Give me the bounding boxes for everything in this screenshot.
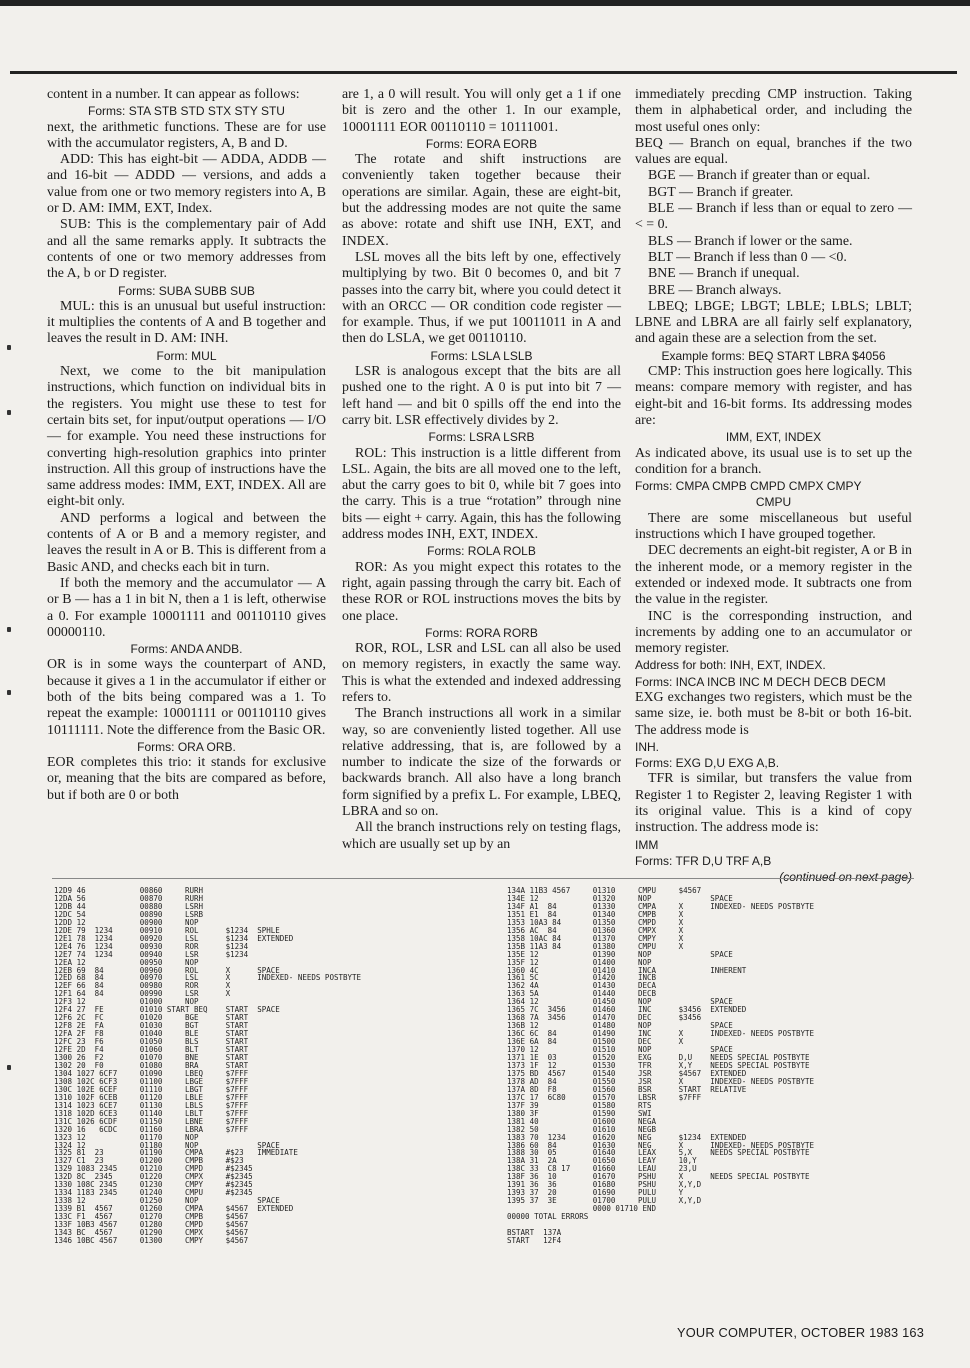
listing-line: 137A 8D F8 01560 BSR START RELATIVE [507, 1084, 747, 1094]
forms-line: Form: MUL [156, 348, 217, 363]
listing-line: 1381 40 01600 NEGA [507, 1116, 657, 1126]
forms-line: Forms: RORA RORB [425, 625, 538, 640]
paragraph: BLT — Branch if less than 0 — <0. [648, 249, 847, 265]
forms-line: Forms: ANDA ANDB. [130, 642, 243, 657]
article-column-3 [635, 87, 912, 886]
paragraph: ADD: This has eight-bit — ADDA, ADDB — and 16-bit — ADDD — versions, and adds a value from one or two memory registers into A, B or D. AM: IMM, EXT, Index. [47, 152, 326, 217]
listing-line: 1378 AD 84 01550 JSR X INDEXED- NEEDS POSTBYTE [507, 1076, 815, 1086]
forms-line: Forms: LSLA LSLB [430, 348, 533, 363]
listing-line: 12EF 66 84 00980 ROR X [54, 981, 231, 991]
listing-line: START 12F4 [507, 1235, 562, 1245]
listing-left-column [54, 887, 361, 1245]
binding-mark [7, 345, 11, 350]
listing-line: 00000 TOTAL ERRORS [507, 1212, 589, 1222]
forms-line: Forms: EORA EORB [425, 136, 538, 151]
listing-line: 12FA 2F F8 01040 BLE START [54, 1029, 249, 1039]
listing-line: 1375 BD 4567 01540 JSR $4567 EXTENDED [507, 1068, 747, 1078]
listing-line: 135E 12 01390 NOP SPACE [507, 949, 733, 959]
forms-line: Forms: TFR D,U TRF A,B [635, 853, 772, 868]
paragraph: All the branch instructions rely on testing flags, which are usually set up by an [342, 820, 621, 852]
paragraph: INC is the corresponding instruction, and increments by adding one to an accumulator or memory register. [635, 608, 912, 657]
paragraph: ROR, ROL, LSR and LSL can all also be used on memory registers, in exactly the same way. This is what the extended and indexed addressing refers to. [342, 641, 621, 705]
forms-line: Example forms: BEQ START LBRA $4056 [661, 348, 886, 363]
forms-line: IMM [635, 837, 659, 852]
top-border [0, 0, 970, 6]
paragraph: content in a number. It can appear as follows: [47, 87, 300, 102]
listing-line: 1338 12 01250 NOP SPACE [54, 1196, 280, 1206]
paragraph: LSL moves all the bits left by one, effectively multiplying by two. Bit 0 becomes 0, and bit 7 passes into the carry bit, where you could detect it with an ORCC — OR condition code register — for example. Thus, if we put 10011011 in A and then do LSLA, we get 00110110. [342, 249, 621, 347]
listing-line: 133C F1 4567 01270 CMPB $4567 [54, 1212, 249, 1222]
binding-mark [7, 627, 11, 632]
listing-line: 1334 1183 2345 01240 CMPU #$2345 [54, 1188, 253, 1198]
listing-line: 1386 60 84 01630 NEG X INDEXED- NEEDS POSTBYTE [507, 1140, 815, 1150]
paragraph: ROL: This instruction is a little different from LSL. Again, the bits are all moved one to the left, abut the carry goes to bit 0, while bit 7 goes into the carry. This is a true “rotation” through nine bits — eight + carry. Again, this has the following address modes INH, EXT, INDEX. [342, 445, 621, 543]
listing-line: 1361 5C 01420 INCB [507, 973, 657, 983]
listing-line: 12F8 2E FA 01030 BGT START [54, 1021, 249, 1031]
listing-line: 12F6 2C FC 01020 BGE START [54, 1013, 249, 1023]
binding-mark [7, 1065, 11, 1070]
paragraph: DEC decrements an eight-bit register, A or B in the inherent mode, or a memory register in the extended or indexed mode. It subtracts one from the value in the register. [635, 543, 912, 608]
paragraph: OR is in some ways the counterpart of AND, because it gives a 1 in the accumulator if either or both of the bits being compared was a 1. To repeat the example: 10001111 or 00110110 gives 10111111. Note the difference from the Basic OR. [47, 657, 326, 738]
paragraph: LSR is analogous except that the bits are all pushed one to the right. A 0 is put into bit 7 — left hand — and bit 0 spills off the end into the carry bit. LSR effectively divides by 2. [342, 364, 621, 428]
paragraph: SUB: This is the complementary pair of Add and all the same remarks apply. It subtracts the contents of one or two memory addresses from the A, b or D register. [47, 217, 326, 282]
listing-line: 12DB 44 00880 LSRH [54, 901, 204, 911]
paragraph: The Branch instructions all work in a similar way, so are conveniently listed together. All use relative addressing, that is, are followed by a number to indicate the size of the forwards or backwards branch. All also have a long branch form signified by a prefix L. For example, LBEQ, LBRA and so on. [342, 706, 621, 820]
forms-line: Forms: EXG D,U EXG A,B. [635, 756, 780, 771]
paragraph: CMP: This instruction goes here logically. This means: compare memory with register, and has eight-bit and 16-bit forms. Its addressing modes are: [635, 364, 912, 428]
listing-line: 12F3 12 01000 NOP [54, 997, 199, 1007]
listing-line: BSTART 137A [507, 1227, 562, 1237]
listing-line: 1373 1F 12 01530 TFR X,Y NEEDS SPECIAL POSTBYTE [507, 1060, 810, 1070]
listing-line: 1300 26 F2 01070 BNE START [54, 1053, 249, 1063]
forms-line: Forms: LSRA LSRB [428, 430, 535, 445]
listing-line: 134A 11B3 4567 01310 CMPU $4567 [507, 886, 702, 895]
listing-line: 135B 11A3 84 01380 CMPU X [507, 941, 684, 951]
listing-line: 1395 37 3E 01700 PULU X,Y,D [507, 1196, 702, 1206]
listing-line: 1323 12 01170 NOP [54, 1132, 199, 1142]
listing-line: 12DC 54 00890 LSRB [54, 909, 204, 919]
forms-line: CMPU [755, 495, 792, 510]
paragraph: EXG exchanges two registers, which must be the same size, ie. both must be 8-bit or both 16-bit. The address mode is [635, 689, 912, 738]
listing-line: 135F 12 01400 NOP [507, 957, 652, 967]
listing-line: 1363 5A 01440 DECB [507, 989, 657, 999]
listing-line: 1343 BC 4567 01290 CMPX $4567 [54, 1227, 249, 1237]
listing-line: 1371 1E 03 01520 EXG D,U NEEDS SPECIAL POSTBYTE [507, 1053, 810, 1063]
listing-line: 12DA 56 00870 RURH [54, 893, 204, 903]
binding-mark [7, 690, 11, 695]
paragraph: BLS — Branch if lower or the same. [648, 233, 853, 249]
listing-line: 1353 10A3 84 01350 CMPD X [507, 917, 684, 927]
article-column-1 [47, 87, 326, 804]
paragraph: next, the arithmetic functions. These are for use with the accumulator registers, A, B and D. [47, 119, 326, 151]
listing-line: 1380 3F 01590 SWI [507, 1108, 652, 1118]
paragraph: As indicated above, its usual use is to set up the condition for a branch. [635, 445, 912, 477]
forms-line: Forms: SUBA SUBB SUB [118, 283, 255, 298]
listing-line: 1358 10AC 84 01370 CMPY X [507, 933, 684, 943]
listing-line: 1314 1023 6CE7 01130 LBLS $7FFF [54, 1100, 249, 1110]
listing-line: 1360 4C 01410 INCA INHERENT [507, 965, 747, 975]
paragraph: immediately precding CMP instruction. Taking them in alphabetical order, and including the most useful ones only: [635, 87, 912, 135]
listing-line: 12EB 69 84 00960 ROL X SPACE [54, 965, 280, 975]
listing-line: 138C 33 C8 17 01660 LEAU 23,U [507, 1164, 697, 1174]
listing-line: 12F1 64 84 00990 LSR X [54, 989, 231, 999]
listing-line: 1318 102D 6CE3 01140 LBLT $7FFF [54, 1108, 249, 1118]
listing-line: 12E1 78 1234 00920 LSL $1234 EXTENDED [54, 933, 294, 943]
forms-line: IMM, EXT, INDEX [725, 430, 822, 445]
listing-line: 12F4 27 FE 01010 START BEQ START SPACE [54, 1005, 280, 1015]
listing-line: 1339 B1 4567 01260 CMPA $4567 EXTENDED [54, 1204, 294, 1214]
assembly-listing [52, 878, 914, 1248]
paragraph: ROR: As you might expect this rotates to the right, again passing through the carry bit. Each of these ROR or ROL instructions moves the bits by one place. [342, 559, 621, 624]
binding-mark [7, 410, 11, 415]
article-column-2 [342, 87, 621, 853]
listing-line: 1368 7A 3456 01470 DEC $3456 [507, 1013, 702, 1023]
listing-line: 131C 1026 6CDF 01150 LBNE $7FFF [54, 1116, 249, 1126]
forms-line: INH. [635, 739, 659, 754]
listing-line: 12EA 12 00950 NOP [54, 957, 199, 967]
listing-line: 12E7 74 1234 00940 LSR $1234 [54, 949, 249, 959]
listing-line: 12FE 2D F4 01060 BLT START [54, 1045, 249, 1055]
listing-line: 136B 12 01480 NOP SPACE [507, 1021, 733, 1031]
paragraph: AND performs a logical and between the contents of A or B and a memory register, and leaves the result in A or B. This is different from a Basic AND, and checks each bit in turn. [47, 510, 326, 575]
listing-line: 12DE 79 1234 00910 ROL $1234 SPHLE [54, 925, 280, 935]
paragraph: BNE — Branch if unequal. [648, 266, 800, 282]
paragraph: Next, we come to the bit manipulation instructions, which function on individual bits in the registers. You might use these to test for certain bits set, for input/output operations — I/O — for example. You need these instructions for converting high-resolution graphics into printer instruction. All this group of instructions have the same address modes: IMM, EXT, INDEX. All are eight-bit only. [47, 364, 326, 510]
paragraph: BGE — Branch if greater than or equal. [648, 168, 871, 184]
listing-line: 1388 30 05 01640 LEAX 5,X NEEDS SPECIAL POSTBYTE [507, 1148, 810, 1158]
listing-line: 1320 16 6CDC 01160 LBRA $7FFF [54, 1124, 249, 1134]
paragraph: BRE — Branch always. [648, 282, 782, 298]
listing-line: 130C 102E 6CEF 01110 LBGT $7FFF [54, 1084, 249, 1094]
listing-line: 1308 102C 6CF3 01100 LBGE $7FFF [54, 1076, 249, 1086]
listing-line: 12D9 46 00860 RURH [54, 886, 204, 895]
forms-line: Forms: ROLA ROLB [427, 544, 536, 559]
paragraph: BLE — Branch if less than or equal to zero — < = 0. [635, 201, 912, 233]
listing-line: 1327 C1 23 01200 CMPB #$23 [54, 1156, 244, 1166]
paragraph: MUL: this is an unusual but useful instruction: it multiplies the contents of A and B together and leaves the result in D. AM: INH. [47, 298, 326, 347]
listing-line: 138A 31 2A 01650 LEAY 10,Y [507, 1156, 697, 1166]
paragraph: EOR completes this trio: it stands for exclusive or, meaning that the bits are compared as before, but if both are 0 or both [47, 755, 326, 803]
forms-line: Forms: ORA ORB. [137, 739, 236, 754]
paragraph: The rotate and shift instructions are conveniently taken together because their operations are similar. Again, these are eight-bit, but the addressing modes are not quite the same as above: rotate and shift use INH, EXT, and INDEX. [342, 152, 621, 249]
listing-line: 1325 81 23 01190 CMPA #$23 IMMEDIATE [54, 1148, 298, 1158]
listing-line: 1351 E1 84 01340 CMPB X [507, 909, 684, 919]
listing-line: 1382 50 01610 NEGB [507, 1124, 657, 1134]
listing-line: 12E4 76 1234 00930 ROR $1234 [54, 941, 249, 951]
paragraph: There are some miscellaneous but useful instructions which I have grouped together. [635, 510, 912, 543]
listing-line: 1356 AC 84 01360 CMPX X [507, 925, 684, 935]
listing-line: 134E 12 01320 NOP SPACE [507, 893, 733, 903]
header-rule [10, 71, 957, 74]
listing-line: 1346 10BC 4567 01300 CMPY $4567 [54, 1235, 249, 1245]
listing-line: 1370 12 01510 NOP SPACE [507, 1045, 733, 1055]
listing-line: 1310 102F 6CEB 01120 LBLE $7FFF [54, 1092, 249, 1102]
listing-line: 1365 7C 3456 01460 INC $3456 EXTENDED [507, 1005, 747, 1015]
listing-line: 136C 6C 84 01490 INC X INDEXED- NEEDS POSTBYTE [507, 1029, 815, 1039]
listing-line: 12FC 23 F6 01050 BLS START [54, 1037, 249, 1047]
listing-line: 132D 8C 2345 01220 CMPX #$2345 [54, 1172, 253, 1182]
page-footer: YOUR COMPUTER, OCTOBER 1983 163 [677, 1325, 925, 1340]
paragraph: BGT — Branch if greater. [648, 184, 794, 200]
listing-line: 0000 01710 END [507, 1204, 657, 1214]
listing-line: 137C 17 6C80 01570 LBSR $7FFF [507, 1092, 702, 1102]
listing-line: 1324 12 01180 NOP SPACE [54, 1140, 280, 1150]
listing-line: 134F A1 84 01330 CMPA X INDEXED- NEEDS POSTBYTE [507, 901, 815, 911]
listing-line: 12ED 68 84 00970 LSL X INDEXED- NEEDS POSTBYTE [54, 973, 362, 983]
listing-line: 1393 37 20 01690 PULU Y [507, 1188, 684, 1198]
paragraph: LBEQ; LBGE; LBGT; LBLE; LBLS; LBLT; LBNE and LBRA are all fairly self explanatory, and again these are a selection from the set. [635, 298, 912, 347]
listing-line: 138F 36 10 01670 PSHU X NEEDS SPECIAL POSTBYTE [507, 1172, 810, 1182]
listing-line: 1330 108C 2345 01230 CMPY #$2345 [54, 1180, 253, 1190]
listing-line: 136E 6A 84 01500 DEC X [507, 1037, 684, 1047]
paragraph: BEQ — Branch on equal, branches if the two values are equal. [635, 135, 912, 168]
listing-line: 1383 70 1234 01620 NEG $1234 EXTENDED [507, 1132, 747, 1142]
listing-line: 1304 1027 6CF7 01090 LBEQ $7FFF [54, 1068, 249, 1078]
listing-line: 1391 36 36 01680 PSHU X,Y,D [507, 1180, 702, 1190]
listing-line: 12DD 12 00900 NOP [54, 917, 199, 927]
paragraph: If both the memory and the accumulator — A or B — has a 1 in bit N, then a 1 is left, otherwise a 0. For example 10001111 and 00110110 gives 00000110. [47, 575, 326, 640]
listing-line: 1329 1083 2345 01210 CMPD #$2345 [54, 1164, 253, 1174]
listing-line: 133F 10B3 4567 01280 CMPD $4567 [54, 1220, 249, 1230]
forms-line: Address for both: INH, EXT, INDEX. [635, 658, 826, 673]
listing-right-column [507, 887, 814, 1245]
continued-note: (continued on next page) [779, 870, 912, 885]
listing-line: 1364 12 01450 NOP SPACE [507, 997, 733, 1007]
listing-line: 1362 4A 01430 DECA [507, 981, 657, 991]
listing-line: 1302 20 F0 01080 BRA START [54, 1060, 249, 1070]
paragraph: are 1, a 0 will result. You will only get a 1 if one bit is zero and the other 1. In our example, 10001111 EOR 00110110 = 10111001. [342, 87, 621, 135]
forms-line: Forms: STA STB STD STX STY STU [88, 104, 285, 119]
paragraph: TFR is similar, but transfers the value from Register 1 to Register 2, leaving Register 1 with its original value. This is a kind of copy instruction. The address mode is: [635, 771, 912, 836]
listing-line: 137F 39 01580 RTS [507, 1100, 652, 1110]
forms-line: Forms: INCA INCB INC M DECH DECB DECM [635, 674, 886, 689]
forms-line: Forms: CMPA CMPB CMPD CMPX CMPY [635, 479, 862, 494]
